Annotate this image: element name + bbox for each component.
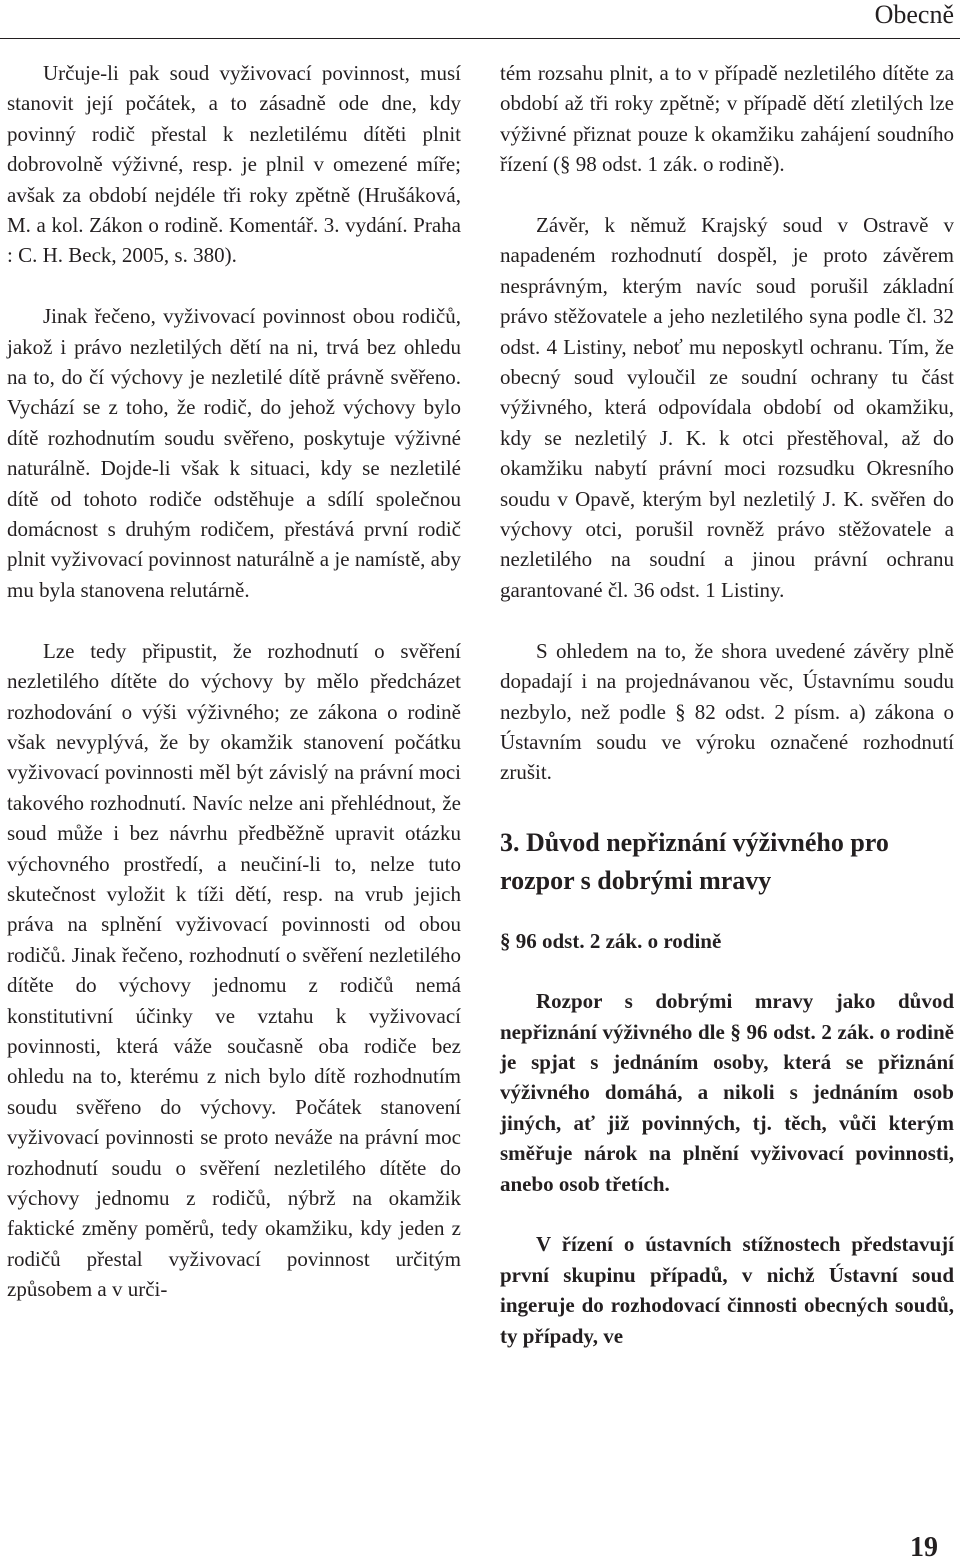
section-heading: 3. Důvod nepřiznání výživného pro rozpor s dobrými mravy [500, 827, 889, 895]
running-header: Obecně [874, 0, 954, 29]
paragraph: tém rozsahu plnit, a to v případě nezletilého dítěte za období až tři roky zpětně; v případě dětí zletilých lze výživné přiznat pouze k okamžiku zahájení soudního řízení (§ 98 odst. 1 zák. o rodině). [500, 61, 954, 177]
left-column [7, 58, 461, 1305]
paragraph: Lze tedy připustit, že rozhodnutí o svěření nezletilého dítěte do výchovy by mělo předcházet rozhodování o výši výživného; ze zákona o rodině však nevyplývá, že by okamžik stanovení počátku vyživovací povinnosti měl být závislý na právní moci takového rozhodnutí. Navíc nelze ani přehlédnout, že soud může i bez návrhu předběžně upravit otázku výchovného prostředí, a neučiní-li to, nelze tuto skutečnost vyložit k tíži dětí, resp. na vrub jejich práva na splnění vyživovací povinnosti od obou rodičů. Jinak řečeno, rozhodnutí o svěření nezletilého dítěte do výchovy jednomu z rodičů nemá konstitutivní účinky ve vztahu k vyživovací povinnosti, která váže současně oba rodiče bez ohledu na to, kterému z nich bylo dítě rozhodnutím soudu svěřeno do výchovy. Počátek stanovení vyživovací povinnosti se proto neváže na právní moc rozhodnutí soudu o svěření nezletilého dítěte do výchovy jednomu z rodičů, nýbrž na okamžik faktické změny poměrů, tedy okamžiku, kdy jeden z rodičů přestal vyživovací povinnost určitým způsobem a v urči- [7, 638, 461, 1302]
bold-paragraph: Rozpor s dobrými mravy jako důvod nepřiznání výživného dle § 96 odst. 2 zák. o rodině je spjat s jednáním osoby, která se přiznání výživného domáhá, a nikoli s jednáním osob jiných, ať již povinných, tj. těch, vůči kterým směřuje nárok na plnění vyživovací povinnosti, anebo osob třetích. [500, 989, 954, 1196]
paragraph: Určuje-li pak soud vyživovací povinnost, musí stanovit její počátek, a to zásadně ode dne, kdy povinný rodič přestal k nezletilému dítěti plnit dobrovolně výživné, resp. je plnil v omezené míře; avšak za období nejdéle tři roky zpětně (Hrušáková, M. a kol. Zákon o rodině. Komentář. 3. vydání. Praha : C. H. Beck, 2005, s. 380). [7, 61, 461, 268]
section-reference: § 96 odst. 2 zák. o rodině [500, 928, 722, 953]
header-rule [0, 38, 960, 39]
paragraph: Jinak řečeno, vyživovací povinnost obou rodičů, jakož i právo nezletilých dětí na ni, trvá bez ohledu na to, do čí výchovy je nezletilé dítě právně svěřeno. Vychází se z toho, že rodič, do jehož výchovy bylo dítě rozhodnutím soudu svěřeno, poskytuje výživné naturálně. Dojde-li však k situaci, kdy se nezletilé dítě od tohoto rodiče odstěhuje a sdílí společnou domácnost s druhým rodičem, přestává první rodič plnit vyživovací povinnost naturálně a je namístě, aby mu byla stanovena relutárně. [7, 304, 461, 602]
page-number: 19 [910, 1532, 938, 1563]
right-column [500, 58, 954, 1351]
paragraph: S ohledem na to, že shora uvedené závěry plně dopadají i na projednávanou věc, Ústavnímu soudu nezbylo, než podle § 82 odst. 2 písm. a) zákona o Ústavním soudu ve výroku označené rozhodnutí zrušit. [500, 638, 954, 785]
paragraph: Závěr, k němuž Krajský soud v Ostravě v napadeném rozhodnutí dospěl, je proto závěrem nesprávným, kterým navíc soud porušil základní právo stěžovatele a jeho nezletilého syna podle čl. 32 odst. 4 Listiny, neboť mu neposkytl ochranu. Tím, že obecný soud vyloučil ze soudní ochrany tu část výživného, která odpovídala období od okamžiku, kdy se nezletilý J. K. k otci přestěhoval, až do okamžiku nabytí právní moci rozsudku Okresního soudu v Opavě, kterým byl nezletilý J. K. svěřen do výchovy otci, porušil rovněž právo stěžovatele a nezletilého na soudní a jinou právní ochranu garantované čl. 36 odst. 1 Listiny. [500, 213, 954, 602]
bold-paragraph: V řízení o ústavních stížnostech představují první skupinu případů, v nichž Ústavní soud ingeruje do rozhodovací činnosti obecných soudů, ty případy, ve [500, 1232, 954, 1348]
